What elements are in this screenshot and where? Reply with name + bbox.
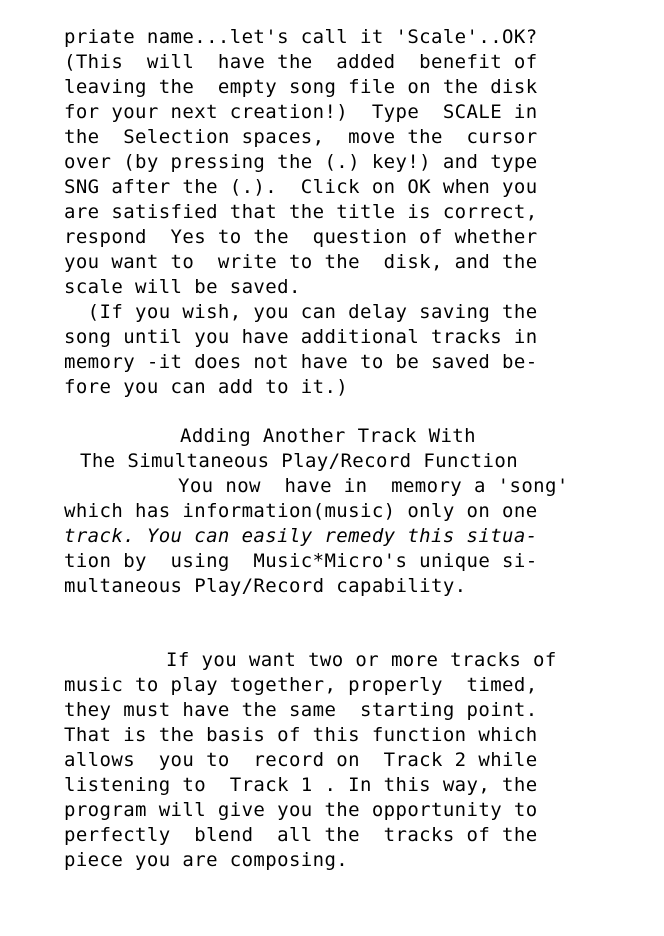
text-line: (If you wish, you can delay saving the [64,301,538,323]
text-line: track. You can easily remedy this situa- [64,525,538,547]
text-line: tion by using Music*Micro's unique si- [64,550,538,572]
text-line: song until you have additional tracks in [64,326,538,348]
text-line: over (by pressing the (.) key!) and type [64,151,538,173]
text-line: (This will have the added benefit of [64,51,538,73]
text-line: perfectly blend all the tracks of the [64,824,538,846]
text-line: are satisfied that the title is correct, [64,201,538,223]
text-line: respond Yes to the question of whether [64,226,538,248]
text-line: the Selection spaces, move the cursor [64,126,538,148]
text-line: That is the basis of this function which [64,724,538,746]
text-line: allows you to record on Track 2 while [64,749,538,771]
text-line: piece you are composing. [64,849,349,871]
text-line: program will give you the opportunity to [64,799,538,821]
text-line: priate name...let's call it 'Scale'..OK? [64,26,538,48]
text-line: listening to Track 1 . In this way, the [64,774,538,796]
text-line: multaneous Play/Record capability. [64,575,467,597]
text-line: If you want two or more tracks of [166,649,557,671]
text-line: memory -it does not have to be saved be- [64,351,538,373]
text-line: which has information(music) only on one [64,500,538,522]
text-line: for your next creation!) Type SCALE in [64,101,538,123]
text-line: they must have the same starting point. [64,699,538,721]
section-heading: Adding Another Track With [180,425,476,447]
text-line: leaving the empty song file on the disk [64,76,538,98]
text-line: you want to write to the disk, and the [64,251,538,273]
section-heading: The Simultaneous Play/Record Function [80,450,519,472]
text-line: SNG after the (.). Click on OK when you [64,176,538,198]
text-line: scale will be saved. [64,276,301,298]
text-line: music to play together, properly timed, [64,674,538,696]
text-line: fore you can add to it.) [64,376,349,398]
text-line: You now have in memory a 'song' [178,475,569,497]
